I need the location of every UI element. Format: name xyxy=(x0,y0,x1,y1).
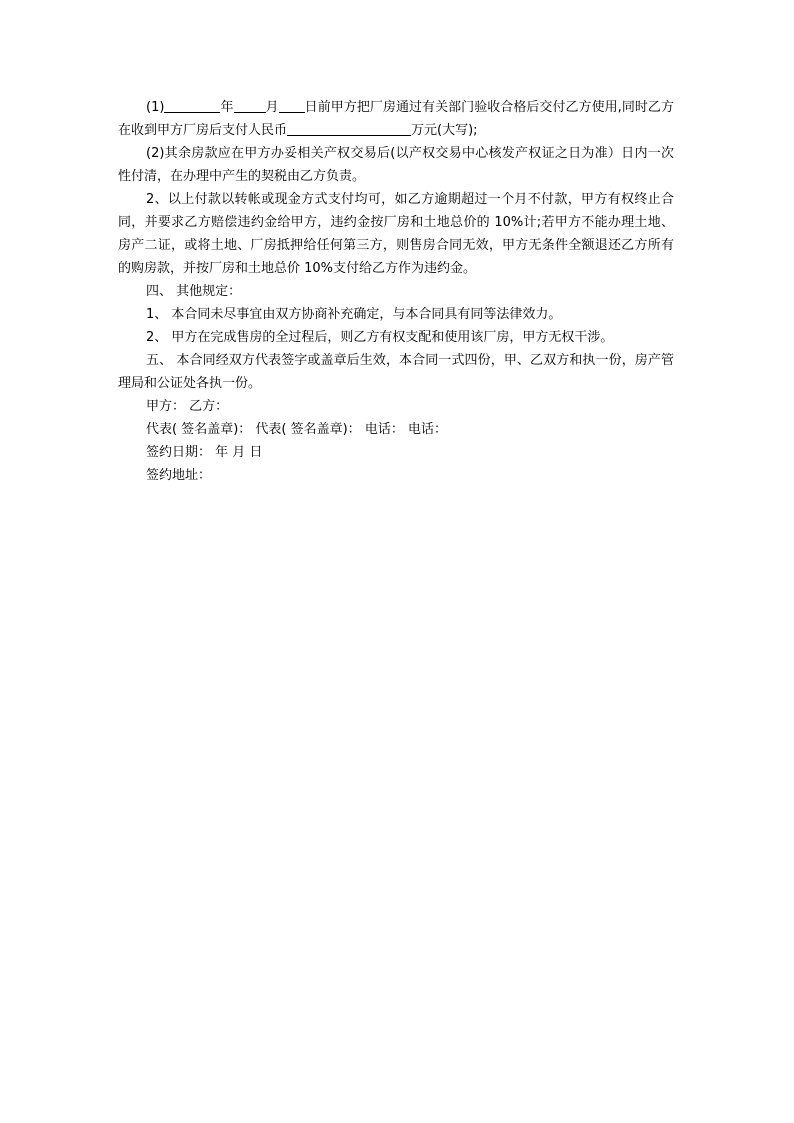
clause-other-1: 1、 本合同未尽事宜由双方协商补充确定，与本合同具有同等法律效力。 xyxy=(146,307,562,322)
section-heading-other-provisions: 四、 其他规定： xyxy=(146,284,242,299)
clause-number: (1) xyxy=(146,100,165,115)
month-label: 月 xyxy=(265,100,279,115)
clause-payment-2: (2)其余房款应在甲方办妥相关产权交易后(以产权交易中心核发产权证之日为准）日内一次性付清，在办理中产生的契税由乙方负责。 xyxy=(118,146,674,184)
clause-payment-1-text: 日前甲方把厂房通过有关部门验收合格后交付乙方使用,同时乙方在收到甲方厂房后支付人民币 xyxy=(118,100,674,138)
clause-payment-1 xyxy=(118,96,674,142)
year-blank xyxy=(164,98,220,113)
signing-address: 签约地址： xyxy=(146,468,212,483)
amount-suffix: 万元(大写); xyxy=(411,123,478,138)
contract-body xyxy=(118,96,674,487)
month-blank xyxy=(234,98,266,113)
signing-date: 签约日期： 年 月 日 xyxy=(146,445,263,460)
day-blank xyxy=(279,98,305,113)
representative-line: 代表( 签名盖章)： 代表( 签名盖章)： 电话： 电话： xyxy=(146,422,447,437)
year-label: 年 xyxy=(220,100,234,115)
clause-payment-terms: 2、以上付款以转帐或现金方式支付均可，如乙方逾期超过一个月不付款，甲方有权终止合同，并要求乙方赔偿违约金给甲方，违约金按厂房和土地总价的 10%计;若甲方不能办理土地、房产二证，或将土地、厂房抵押给任何第三方，则售房合同无效，甲方无条件全额退还乙方所有的购房款，并按厂房和土地总价 10%支付给乙方作为违约金。 xyxy=(118,192,674,276)
amount-blank xyxy=(287,121,411,136)
party-labels: 甲方： 乙方： xyxy=(146,399,229,414)
clause-other-2: 2、 甲方在完成售房的全过程后，则乙方有权支配和使用该厂房，甲方无权干涉。 xyxy=(146,330,614,345)
clause-effectiveness: 五、 本合同经双方代表签字或盖章后生效，本合同一式四份，甲、乙双方和执一份，房产管理局和公证处各执一份。 xyxy=(118,353,674,391)
